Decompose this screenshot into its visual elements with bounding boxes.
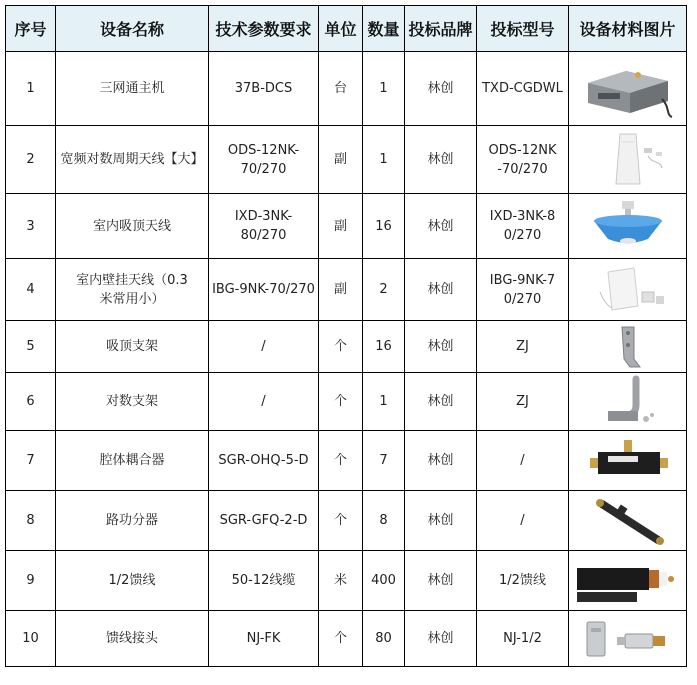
cell-name: 腔体耦合器	[56, 431, 209, 491]
power-splitter-photo	[578, 494, 678, 548]
cell-unit: 台	[319, 52, 363, 126]
cell-unit: 个	[319, 611, 363, 667]
header-name: 设备名称	[56, 6, 209, 52]
cell-seq: 4	[6, 259, 56, 321]
cell-model: /	[477, 431, 569, 491]
cell-model	[477, 259, 569, 321]
table-row	[6, 52, 687, 126]
cell-brand: 林创	[405, 259, 477, 321]
cell-model: ZJ	[477, 373, 569, 431]
cell-name: 吸顶支架	[56, 321, 209, 373]
host-unit-photo	[578, 57, 678, 121]
equipment-table	[5, 5, 687, 667]
cell-brand: 林创	[405, 611, 477, 667]
cell-spec: SGR-GFQ-2-D	[209, 491, 319, 551]
cell-picture	[569, 431, 687, 491]
cell-qty: 80	[363, 611, 405, 667]
log-bracket-photo	[578, 375, 678, 429]
table-row	[6, 194, 687, 259]
cell-name: 路功分器	[56, 491, 209, 551]
table-row	[6, 431, 687, 491]
cell-picture	[569, 259, 687, 321]
cell-qty: 1	[363, 373, 405, 431]
cell-seq: 7	[6, 431, 56, 491]
table-row	[6, 551, 687, 611]
cell-picture	[569, 373, 687, 431]
cell-name: 馈线接头	[56, 611, 209, 667]
cell-spec: /	[209, 321, 319, 373]
table-row	[6, 491, 687, 551]
cell-name	[56, 259, 209, 321]
header-unit: 单位	[319, 6, 363, 52]
header-picture: 设备材料图片	[569, 6, 687, 52]
cell-spec: /	[209, 373, 319, 431]
cell-seq: 2	[6, 126, 56, 194]
wall-panel-antenna-photo	[578, 262, 678, 318]
log-periodic-antenna-photo	[578, 130, 678, 190]
header-model: 投标型号	[477, 6, 569, 52]
cell-model: TXD-CGDWL	[477, 52, 569, 126]
cell-name: 室内吸顶天线	[56, 194, 209, 259]
cell-brand: 林创	[405, 373, 477, 431]
cell-brand: 林创	[405, 194, 477, 259]
table-row	[6, 259, 687, 321]
cell-seq: 10	[6, 611, 56, 667]
cavity-coupler-photo	[578, 434, 678, 488]
cell-picture	[569, 491, 687, 551]
cell-unit: 个	[319, 373, 363, 431]
cell-unit: 个	[319, 431, 363, 491]
header-brand: 投标品牌	[405, 6, 477, 52]
cell-model	[477, 194, 569, 259]
cell-qty: 7	[363, 431, 405, 491]
cell-name: 三网通主机	[56, 52, 209, 126]
cell-unit: 米	[319, 551, 363, 611]
cell-name: 对数支架	[56, 373, 209, 431]
cell-picture	[569, 611, 687, 667]
cell-name: 1/2馈线	[56, 551, 209, 611]
cell-spec: SGR-OHQ-5-D	[209, 431, 319, 491]
cell-unit: 个	[319, 321, 363, 373]
cell-unit: 副	[319, 194, 363, 259]
cell-seq: 6	[6, 373, 56, 431]
cell-model: /	[477, 491, 569, 551]
cell-seq: 9	[6, 551, 56, 611]
cell-spec: NJ-FK	[209, 611, 319, 667]
cell-picture	[569, 551, 687, 611]
cell-unit: 个	[319, 491, 363, 551]
cell-seq: 8	[6, 491, 56, 551]
cell-spec: 50-12线缆	[209, 551, 319, 611]
header-row	[6, 6, 687, 52]
cell-brand: 林创	[405, 126, 477, 194]
header-qty: 数量	[363, 6, 405, 52]
table-row	[6, 373, 687, 431]
cell-unit: 副	[319, 126, 363, 194]
cell-spec: 37B-DCS	[209, 52, 319, 126]
table-row	[6, 321, 687, 373]
cell-brand: 林创	[405, 52, 477, 126]
cell-brand: 林创	[405, 491, 477, 551]
cell-qty: 2	[363, 259, 405, 321]
model-text: IBG-9NK-70/270	[489, 272, 556, 307]
cell-qty: 8	[363, 491, 405, 551]
cell-brand: 林创	[405, 551, 477, 611]
cell-qty: 400	[363, 551, 405, 611]
ceiling-antenna-photo	[578, 197, 678, 255]
cell-seq: 5	[6, 321, 56, 373]
cell-spec: IXD-3NK-80/270	[209, 194, 319, 259]
feeder-cable-photo	[573, 554, 683, 608]
cell-picture	[569, 126, 687, 194]
cell-qty: 16	[363, 321, 405, 373]
cell-picture	[569, 194, 687, 259]
header-seq: 序号	[6, 6, 56, 52]
cell-qty: 1	[363, 126, 405, 194]
table-row	[6, 126, 687, 194]
ceiling-bracket-photo	[578, 323, 678, 371]
cell-model: NJ-1/2	[477, 611, 569, 667]
cell-model: ZJ	[477, 321, 569, 373]
cell-model: 1/2馈线	[477, 551, 569, 611]
cell-spec: IBG-9NK-70/270	[209, 259, 319, 321]
cell-brand: 林创	[405, 321, 477, 373]
table-row	[6, 611, 687, 667]
cell-qty: 16	[363, 194, 405, 259]
cable-connector-photo	[573, 614, 683, 664]
name-text: 室内壁挂天线（0.3米常用小）	[76, 272, 188, 307]
cell-picture	[569, 321, 687, 373]
cell-seq: 1	[6, 52, 56, 126]
cell-seq: 3	[6, 194, 56, 259]
header-spec: 技术参数要求	[209, 6, 319, 52]
cell-picture	[569, 52, 687, 126]
model-text: ODS-12NK-70/270	[488, 142, 557, 177]
cell-unit: 副	[319, 259, 363, 321]
cell-name: 宽频对数周期天线【大】	[56, 126, 209, 194]
cell-model	[477, 126, 569, 194]
cell-spec: ODS-12NK-70/270	[209, 126, 319, 194]
cell-brand: 林创	[405, 431, 477, 491]
model-text: IXD-3NK-80/270	[489, 209, 556, 243]
cell-qty: 1	[363, 52, 405, 126]
